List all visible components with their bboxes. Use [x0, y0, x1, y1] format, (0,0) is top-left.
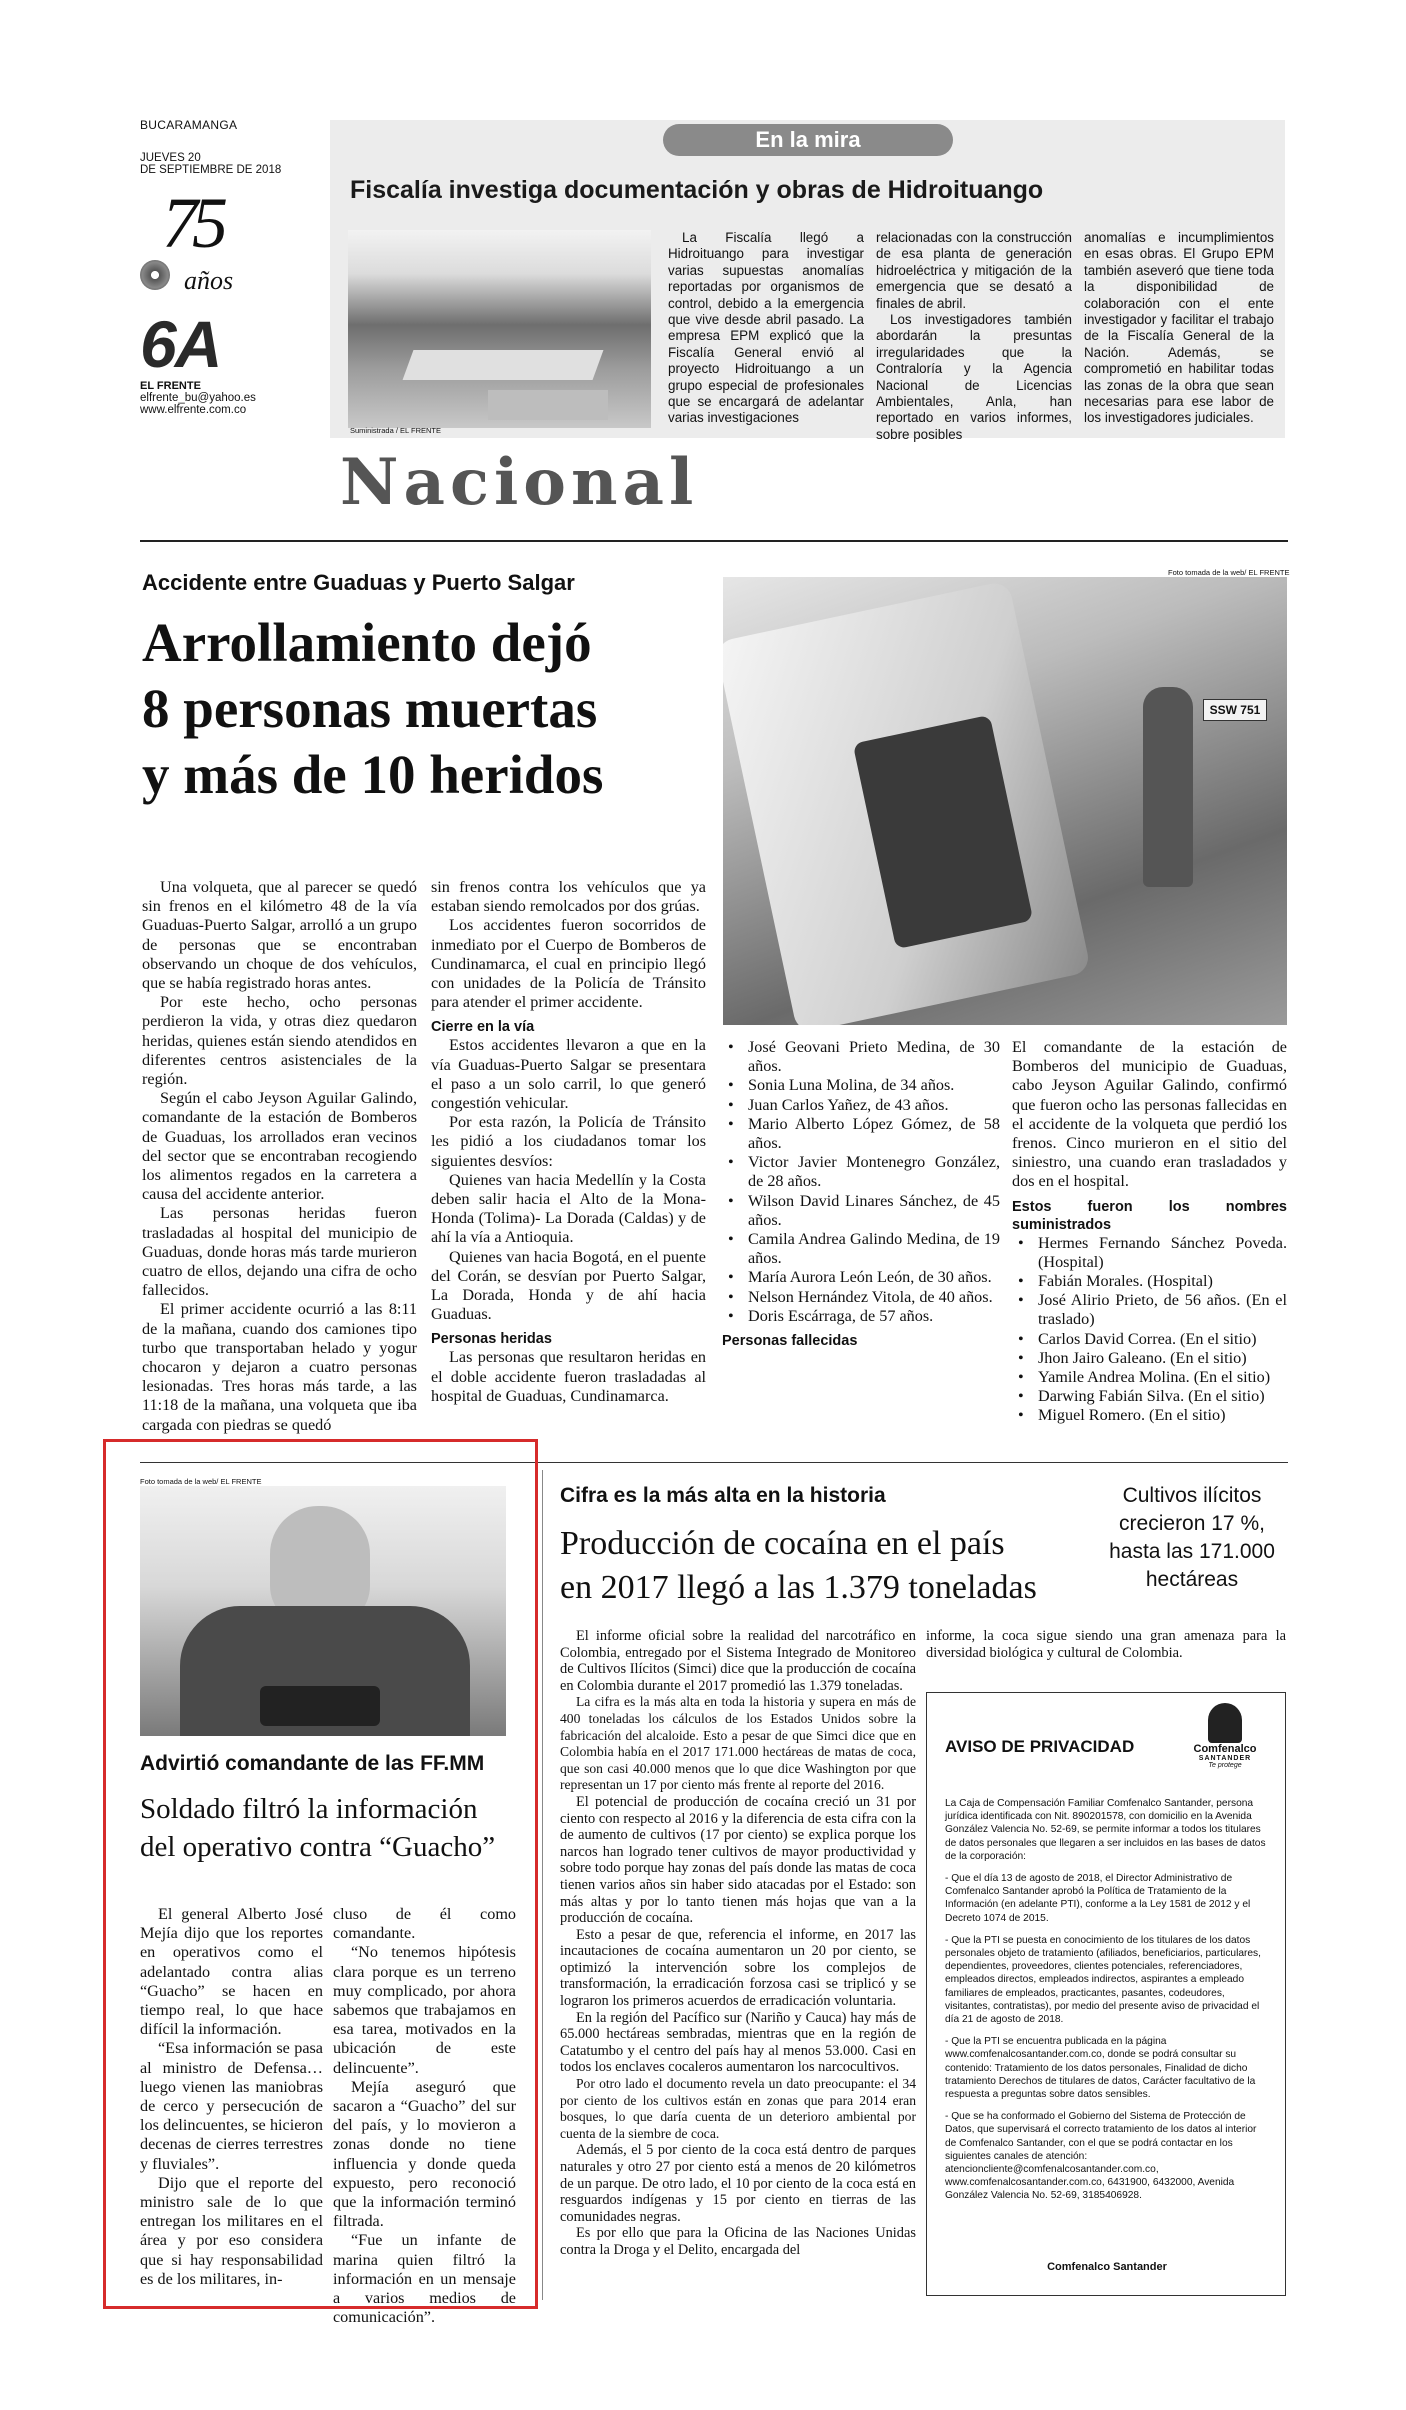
hidroituango-headline: Fiscalía investiga documentación y obras de Hidroituango	[350, 176, 1044, 204]
list-item: • Hermes Fernando Sánchez Poveda. (Hospital)	[1012, 1234, 1287, 1272]
hidroituango-photo-credit: Suministrada / EL FRENTE	[350, 426, 441, 435]
guacho-photo-credit: Foto tomada de la web/ EL FRENTE	[140, 1477, 262, 1486]
privacy-ad	[926, 1692, 1286, 2296]
cocaine-col-1: El informe oficial sobre la realidad del narcotráfico en Colombia, entregado por el Sistema Integrado de Monitoreo de Cultivos Ilícitos (Simci) dice que la producción de cocaína en Colombia durante el 2017 promedió las 1.379 toneladas. La cifra es la más alta en toda la historia y supera en más de 400 toneladas los cálculos de los Estados Unidos sobre la fabricación del alcaloide. Esto a pesar de que Simci dice que en Colombia había en el 2017 171.000 hectáreas de matas de coca, que son casi 40.000 menos que lo que dice Washington por que representan un 17 por ciento más frente al reporte del 2016. El potencial de producción de cocaína creció un 31 por ciento con respecto al 2016 y la diferencia de esta cifra con la de aumento de cultivos (17 por ciento) se explica porque los narcos han logrado tener cultivos de mayor productividad y sobre todo porque hay zonas del país donde las matas de coca tienen varios años sin haber sido atacadas por el Estado: son más altas y por lo tanto tienen más hojas que van a la producción de cocaína. Esto a pesar de que, referencia el informe, en 2017 las incautaciones de cocaína aumentaron un 20 por ciento, se optimizó la intervención sobre los complejos de transformación, la erradicación forzosa casi se triplicó y se lograron los primeros acuerdos de erradicación voluntaria. En la región del Pacífico sur (Nariño y Cauca) hay más de 65.000 hectáreas sembradas, mientras que en la región de Catatumbo y el centro del país hay al menos 53.000. Casi en todos los enclaves cocaleros aumentaron los narcocultivos. Por otro lado el documento revela un dato preocupante: el 34 por ciento de los cultivos están en zonas que para 2014 eran bosques, lo que daría cuenta de un deterioro ambiental por cuenta de la siembre de coca. Además, el 5 por ciento de la coca está dentro de parques naturales y otro 27 por ciento está a menos de 20 kilómetros de un parque. De otro lado, el 10 por ciento de la coca está en resguardos indígenas y 15 por ciento en tierras de las comunidades negras. Es por ello que para la Oficina de las Naciones Unidas contra la Droga y el Delito, encargada del	[560, 1628, 916, 2258]
accident-kicker: Accidente entre Guaduas y Puerto Salgar	[142, 570, 575, 595]
privacy-body: La Caja de Compensación Familiar Comfenalco Santander, persona jurídica identificada con Nit. 890201578, con domicilio en la Avenida González Valencia No. 52-69, se permite informar a todos los titulares de datos personales que llegaren a ser incluidos en las bases de datos de la corporación: - Que el día 13 de agosto de 2018, el Director Administrativo de Comfenalco Santander aprobó la Política de Tratamiento de la Información (en adelante PTI), conforme a la Ley 1581 de 2012 y el Decreto 1074 de 2015. - Que la PTI se puesta en conocimiento de los titulares de los datos personales objeto de tratamiento (afiliados, beneficiarios, particulares, dependientes, proveedores, clientes potenciales, referenciadores, empleados directos, empleados indirectos, aspirantes a empleado familiares de empleados, practicantes, pasantes, codeudores, visitantes, contratistas), por medio del presente aviso de privacidad el día 21 de agosto de 2018. - Que la PTI se encuentra publicada en la página www.comfenalcosantander.com.co, donde se podrá consultar su contenido: Tratamiento de los datos personales, Finalidad de dicho tratamiento Derechos de titulares de datos, Carácter facultativo de la respuesta a preguntas sobre datos sensibles. - Que se ha conformado el Gobierno del Sistema de Protección de Datos, que supervisará el correcto tratamiento de los datos al interior de Comfenalco Santander, con el que se podrá contactar en los siguientes canales de atención: atencioncliente@comfenalcosantander.com.co, www.comfenalcosantander.com.co, 6431900, 6432000, Avenida González Valencia No. 52-69, 3185406928.	[945, 1798, 1266, 2202]
list-item: • Yamile Andrea Molina. (En el sitio)	[1012, 1368, 1287, 1387]
column-divider	[542, 1470, 543, 2300]
hidroituango-col-3: anomalías e incumplimientos en esas obras. El Grupo EPM también aseveró que tiene toda la disponibilidad de colaboración con el ente investigador y facilitar el trabajo de la Fiscalía General de la Nación. Además, se comprometió en habilitar todas las zonas de la obra que sean necesarias para ese labor de los investigadores judiciales.	[1084, 230, 1274, 426]
date-line-1: JUEVES 20	[140, 152, 201, 164]
cocaine-col-2: informe, la coca sigue siendo una gran amenaza para la diversidad biológica y cultural de Colombia.	[926, 1628, 1286, 1661]
masthead	[140, 118, 325, 416]
privacy-title: AVISO DE PRIVACIDAD	[945, 1737, 1135, 1756]
guacho-headline: Soldado filtró la información del operativo contra “Guacho”	[140, 1793, 496, 1863]
list-item: • Doris Escárraga, de 57 años.	[722, 1307, 1000, 1326]
logo-tag: Te protege	[1208, 1762, 1242, 1769]
en-la-mira-label: En la mira	[755, 127, 861, 152]
list-item: • Jhon Jairo Galeano. (En el sitio)	[1012, 1349, 1287, 1368]
anniversary-number: 75	[162, 183, 222, 263]
hidroituango-photo	[348, 230, 651, 428]
cocaine-kicker: Cifra es la más alta en la historia	[560, 1484, 886, 1507]
cocaine-sidebox: Cultivos ilícitos crecieron 17 %, hasta las 171.000 hectáreas	[1109, 1484, 1275, 1591]
logo-sub: SANTANDER	[1198, 1755, 1252, 1762]
guacho-kicker: Advirtió comandante de las FF.MM	[140, 1752, 485, 1775]
hidroituango-col-1: La Fiscalía llegó a Hidroituango para investigar varias supuestas anomalías reportadas por organismos de control, debido a la emergencia que vive desde abril pasado. La empresa EPM explicó que la Fiscalía General envió al proyecto Hidroituango a un grupo especial de profesionales que se encargará de adelantar varias investigaciones	[668, 230, 864, 426]
dead-list	[1012, 1234, 1287, 1426]
section-rule	[140, 540, 1288, 542]
subhead-cierre: Cierre en la vía	[431, 1019, 535, 1036]
accident-col-3	[722, 1038, 1000, 1350]
family-icon	[1208, 1703, 1242, 1743]
accident-photo-credit: Foto tomada de la web/ EL FRENTE	[1168, 568, 1290, 577]
subhead-heridos: Personas heridas	[431, 1331, 552, 1348]
microphone-icon	[260, 1686, 380, 1726]
guacho-col-2: cluso de él como comandante. “No tenemos hipótesis clara porque es un terreno muy complicado, por ahora sabemos que trabajamos en esa tarea, motivados en la ubicación de este delincuente”. Mejía aseguró que sacaron a “Guacho” del sur del país, y lo movieron a zonas donde no tiene influencia y donde queda expuesto, pero reconoció que la información terminó filtrada. “Fue un infante de marina quien filtró la información en un mensaje a varios medios de comunicación”.	[333, 1905, 516, 2327]
injured-list	[722, 1038, 1000, 1326]
list-item: • Fabián Morales. (Hospital)	[1012, 1272, 1287, 1291]
privacy-signature: Comfenalco Santander	[1047, 2261, 1167, 2273]
logo-name: Comfenalco	[1193, 1743, 1257, 1755]
hidroituango-col-2: relacionadas con la construcción de esa planta de generación hidroeléctrica y mitigación de la emergencia que se desató a finales de abril. Los investigadores también abordarán la presuntas irregularidades que la Contraloría y la Agencia Nacional de Licencias Ambientales, Anla, han reportado en varios informes, sobre posibles	[876, 230, 1072, 442]
page-number: 6A	[140, 307, 221, 381]
license-plate: SSW 751	[1203, 699, 1267, 721]
list-item: • Juan Carlos Yañez, de 43 años.	[722, 1096, 1000, 1115]
date-line-2: DE SEPTIEMBRE DE 2018	[140, 164, 282, 176]
person-silhouette	[1143, 687, 1193, 887]
list-item: • Carlos David Correa. (En el sitio)	[1012, 1330, 1287, 1349]
city-label: BUCARAMANGA	[140, 118, 238, 132]
accident-col-3b: El comandante de la estación de Bomberos del municipio de Guaduas, cabo Jeyson Aguilar Galindo, confirmó que fueron ocho las personas fallecidas en el accidente de la volqueta que perdió los frenos. Cinco murieron en el sitio del siniestro, una cuando eran trasladados y dos en el hospital. Estos fueron los nombres suministrados • Hermes Fernando Sánchez Poveda. (Hospital) • Fabián Morales. (Hospital) • José Alirio Prieto, de 56 años. (En el traslado) • Carlos David Correa. (En el sitio) • Jhon Jairo Galeano. (En el sitio) • Yamile Andrea Molina. (En el sitio) • Darwing Fabián Silva. (En el sitio) • Miguel Romero. (En el sitio)	[1012, 1038, 1287, 1426]
list-item: • María Aurora León León, de 30 años.	[722, 1268, 1000, 1287]
subhead-fallecidas: Personas fallecidas	[722, 1333, 858, 1350]
subhead-nombres: Estos fueron los nombres suministrados	[1012, 1198, 1287, 1233]
film-reel-icon	[140, 260, 170, 290]
section-title: Nacional	[340, 445, 699, 520]
accident-headline: Arrollamiento dejó 8 personas muertas y más de 10 heridos	[142, 612, 604, 805]
list-item: • José Alirio Prieto, de 56 años. (En el traslado)	[1012, 1291, 1287, 1329]
accident-col-1: Una volqueta, que al parecer se quedó sin frenos en el kilómetro 48 de la vía Guaduas-Puerto Salgar, arrolló a un grupo de personas que se encontraban observando un choque de dos vehículos, que se había registrado horas antes. Por este hecho, ocho personas perdieron la vida, y otras diez quedaron heridas, quienes están siendo atendidos en diferentes centros asistenciales de la región. Según el cabo Jeyson Aguilar Galindo, comandante de la estación de Bomberos de Guaduas, los arrollados eran vecinos del sector que se encontraban recogiendo los alimentos regados en la carretera a causa del accidente anterior. Las personas heridas fueron trasladadas al hospital del municipio de Guaduas, donde horas más tarde murieron cuatro de ellos, dejando una cifra de ocho fallecidos. El primer accidente ocurrió a las 8:11 de la mañana, cuando dos camiones tipo turbo que transportaban helado y yogur chocaron y dejaron a cuatro personas lesionadas. Tres horas más tarde, a las 11:18 de la mañana, una volqueta que iba cargada con piedras se quedó	[142, 878, 417, 1434]
guacho-col-1: El general Alberto José Mejía dijo que los reportes en operativos como el adelantado contra alias “Guacho” se hacen en tiempo real, lo que hace difícil la información. “Esa información se pasa al ministro de Defensa… luego vienen las maniobras de cerco y persecución de los delincuentes, se hicieron decenas de cierres terrestres y fluviales”. Dijo que el reporte del ministro sale de lo que entregan los militares en el área y por eso considera que si hay responsabilidad es de los militares, in-	[140, 1905, 323, 2288]
website-link[interactable]: www.elfrente.com.co	[140, 404, 247, 416]
en-la-mira-tag	[663, 124, 953, 156]
cocaine-headline: Producción de cocaína en el país en 2017 llegó a las 1.379 toneladas	[560, 1525, 1037, 1606]
list-item: • Miguel Romero. (En el sitio)	[1012, 1406, 1287, 1425]
accident-photo	[723, 577, 1287, 1025]
list-item: • José Geovani Prieto Medina, de 30 años.	[722, 1038, 1000, 1076]
anniversary-logo	[140, 183, 325, 308]
guacho-photo	[140, 1486, 506, 1736]
list-item: • Camila Andrea Galindo Medina, de 19 años.	[722, 1230, 1000, 1268]
email-text: elfrente_bu@yahoo.es	[140, 392, 256, 404]
list-item: • Nelson Hernández Vitola, de 40 años.	[722, 1288, 1000, 1307]
list-item: • Mario Alberto López Gómez, de 58 años.	[722, 1115, 1000, 1153]
comfenalco-logo[interactable]	[1175, 1703, 1275, 1789]
list-item: • Darwing Fabián Silva. (En el sitio)	[1012, 1387, 1287, 1406]
en-la-mira-box	[330, 120, 1285, 442]
anniversary-word: años	[184, 266, 234, 295]
list-item: • Sonia Luna Molina, de 34 años.	[722, 1076, 1000, 1095]
list-item: • Victor Javier Montenegro González, de 28 años.	[722, 1153, 1000, 1191]
paper-name: EL FRENTE	[140, 380, 201, 392]
accident-col-2: sin frenos contra los vehículos que ya estaban siendo remolcados por dos grúas. Los accidentes fueron socorridos de inmediato por el Cuerpo de Bomberos de Cundinamarca, el cual en principio llegó con unidades de la Policía de Tránsito para atender el primer accidente. Cierre en la vía Estos accidentes llevaron a que en la vía Guaduas-Puerto Salgar se presentara el paso a un solo carril, lo que generó congestión vehicular. Por esta razón, la Policía de Tránsito les pidió a los ciudadanos tomar los siguientes desvíos: Quienes van hacia Medellín y la Costa deben salir hacia el Alto de la Mona-Honda (Tolima)- La Dorada (Caldas) y de ahí la vía a Antioquia. Quienes van hacia Bogotá, en el puente del Corán, se desvían por Puerto Salgar, La Dorada, Honda y de ahí hacia Guaduas. Personas heridas Las personas que resultaron heridas en el doble accidente fueron trasladadas al hospital de Guaduas, Cundinamarca.	[431, 878, 706, 1405]
list-item: • Wilson David Linares Sánchez, de 45 años.	[722, 1192, 1000, 1230]
